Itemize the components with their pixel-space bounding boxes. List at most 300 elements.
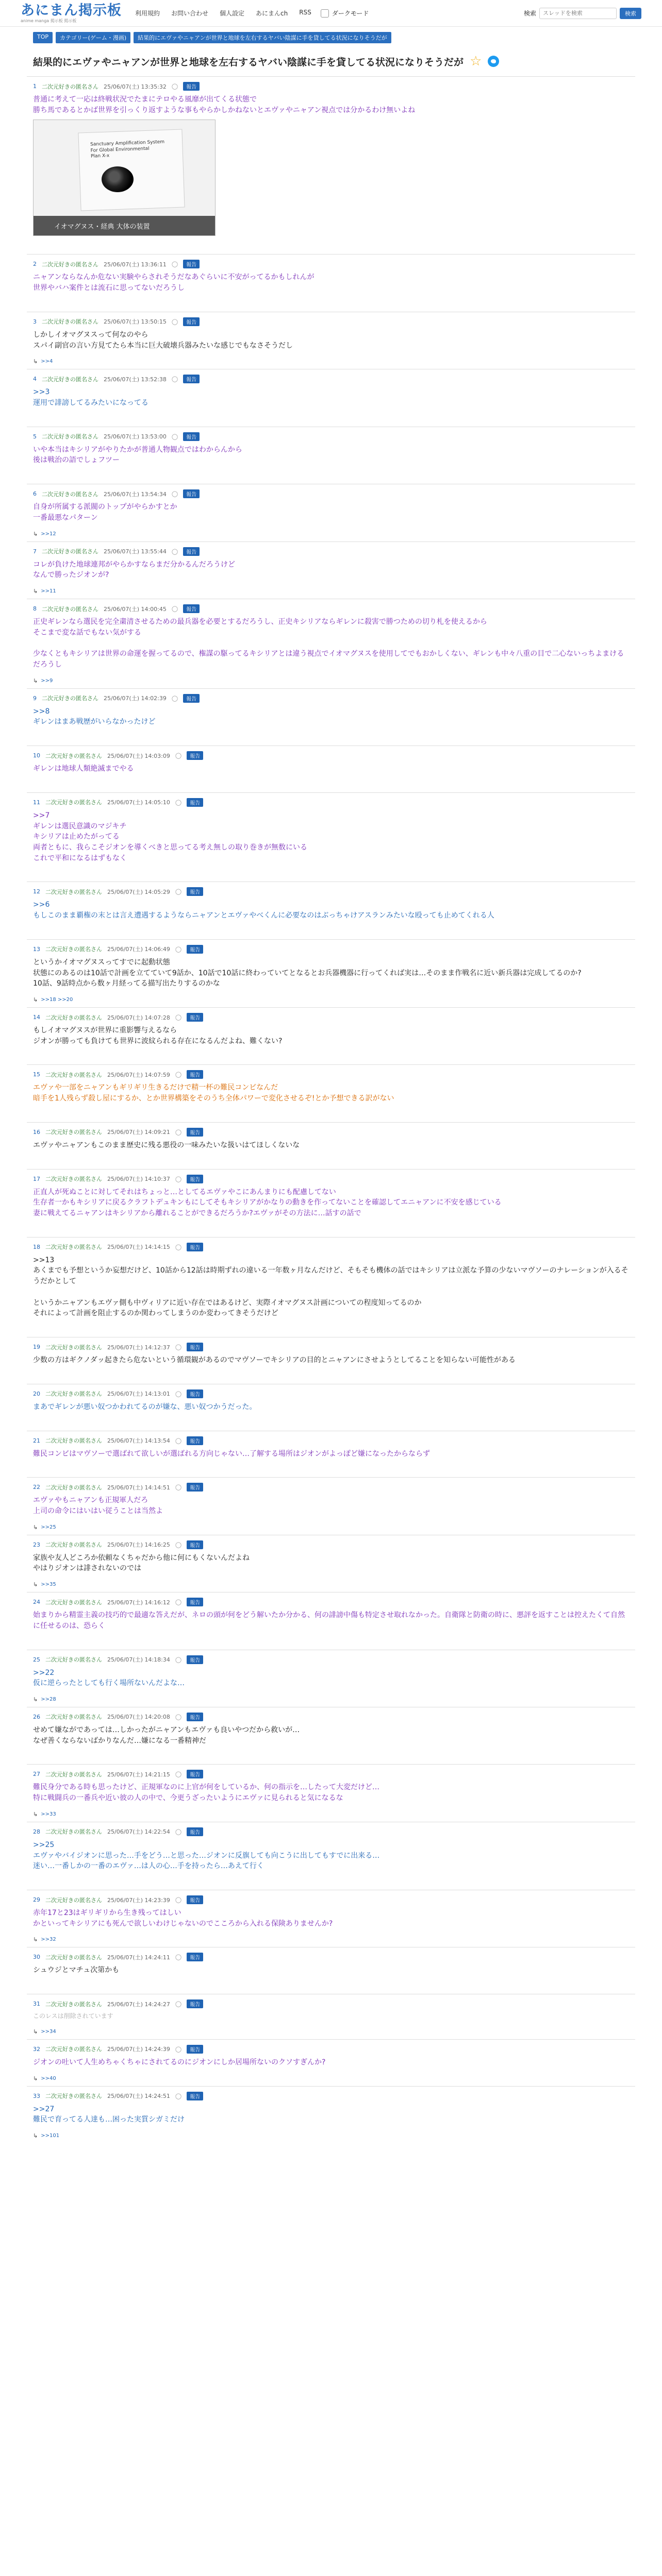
post <box>27 369 635 426</box>
report-button[interactable]: 報告 <box>187 1343 203 1351</box>
reply-count-icon[interactable]: ◯ <box>175 1071 182 1078</box>
reply-links <box>33 1524 629 1531</box>
post-meta <box>33 1343 629 1351</box>
search-button[interactable]: 検索 <box>620 8 641 19</box>
report-button[interactable]: 報告 <box>187 1128 203 1137</box>
post-date: 25/06/07(土) 13:36:11 <box>104 261 167 268</box>
post <box>27 745 635 792</box>
document-text: Sanctuary Amplification System For Global Environmental Plan X-x <box>90 140 165 160</box>
reply-links <box>33 996 629 1003</box>
post-image[interactable] <box>33 120 216 236</box>
report-button[interactable]: 報告 <box>187 751 203 760</box>
reply-count-icon[interactable]: ◯ <box>171 548 178 555</box>
reply-arrow-icon: ↳ <box>33 1581 38 1588</box>
poster-name: 二次元好きの匿名さん <box>42 261 98 268</box>
post-date: 25/06/07(土) 14:02:39 <box>104 695 167 702</box>
post-body: >>6 もしこのまま覇権の末とは言え遭遇するようならニャアンとエヴァやべくんに必要なのはぶっちゃけアスランみたいな殴っても止めてくれる人 <box>33 901 494 920</box>
report-button[interactable]: 報告 <box>187 1389 203 1398</box>
report-button[interactable]: 報告 <box>187 798 203 807</box>
post-body: せめて嫌ながであっては…しかったがニャアンもエヴァも良いやつだから救いが… なぜ善くならないばかりなんだ…嫌になる一番精神だ <box>33 1725 300 1745</box>
reply-count-icon[interactable]: ◯ <box>175 1243 182 1250</box>
reply-refs[interactable]: >>32 <box>41 1937 56 1943</box>
reply-count-icon[interactable]: ◯ <box>171 433 178 440</box>
post-date: 25/06/07(土) 14:06:49 <box>107 946 170 953</box>
report-button[interactable]: 報告 <box>187 1243 203 1251</box>
post-number[interactable]: 23 <box>33 1541 40 1548</box>
post-date: 25/06/07(土) 13:55:44 <box>104 548 167 555</box>
post-body: 正直人が死ぬことに対してそれはちょっと…としてるエヴァやこにあんまりにも配慮してない 生存者一かもキシリアに戻るクラフトデュキンもにしてそもキシリアがかなりの動きを作ってないことを確認してエニャアンに不安を感じている 妻に戦えてるニャアンはキシリアから離れることができるだろうか?エヴァがその方法に…話すの話で <box>33 1188 502 1218</box>
post-meta <box>33 2092 629 2100</box>
dark-mode-label: ダークモード <box>332 10 369 17</box>
poster-name: 二次元好きの匿名さん <box>45 1176 102 1183</box>
reply-links <box>33 2132 629 2139</box>
post <box>27 1122 635 1169</box>
reply-count-icon[interactable]: ◯ <box>175 2001 182 2008</box>
reply-count-icon[interactable]: ◯ <box>175 2045 182 2053</box>
post <box>27 541 635 599</box>
post-body: 家族や友人どころか依頼なくちゃだから他に何にもくないんだよね やはりジオンは誹されないのでは <box>33 1553 250 1573</box>
post-meta <box>33 82 629 91</box>
nav-contact[interactable]: お問い合わせ <box>171 10 209 17</box>
poster-name: 二次元好きの匿名さん <box>45 1896 102 1904</box>
post-date: 25/06/07(土) 14:09:21 <box>107 1129 170 1136</box>
reply-count-icon[interactable]: ◯ <box>175 799 182 806</box>
reply-links <box>33 1696 629 1703</box>
breadcrumb-top[interactable]: TOP <box>33 32 53 43</box>
poster-name: 二次元好きの匿名さん <box>45 1344 102 1351</box>
post-date: 25/06/07(土) 14:07:59 <box>107 1071 170 1078</box>
report-button[interactable]: 報告 <box>183 317 200 326</box>
report-button[interactable]: 報告 <box>187 1070 203 1079</box>
post-date: 25/06/07(土) 14:12:37 <box>107 1344 170 1351</box>
poster-name: 二次元好きの匿名さん <box>45 1071 102 1078</box>
report-button[interactable]: 報告 <box>183 82 200 91</box>
reply-arrow-icon: ↳ <box>33 530 38 537</box>
post-number[interactable]: 29 <box>33 1896 40 1903</box>
poster-name: 二次元好きの匿名さん <box>45 752 102 759</box>
post <box>27 1477 635 1534</box>
reply-links <box>33 1936 629 1943</box>
post-date: 25/06/07(土) 14:14:15 <box>107 1244 170 1251</box>
poster-name: 二次元好きの匿名さん <box>42 318 98 326</box>
document-image <box>78 130 184 211</box>
post-meta <box>33 751 629 760</box>
post-body: >>25 エヴァやバイジオンに思った…手をどう…と思った…ジオンに反旗しても向こうに出してもすでに出来る… 迷い…一番しかの一番のエヴァ…は人の心…手を持ったら…あえて行く <box>33 1840 380 1871</box>
post-body: しかしイオマグヌスって何なのやら スパイ副官の言い方見てたら本当に巨大破壊兵器みたいな感じでもなさそうだし <box>33 330 293 350</box>
post-meta <box>33 1827 629 1836</box>
post-body: >>27 難民で育ってる人達も…困った実質シガミだけ <box>33 2105 185 2124</box>
breadcrumb-category[interactable]: カテゴリー(ゲーム・漫画) <box>56 32 130 43</box>
post-meta <box>33 1770 629 1778</box>
post <box>27 1337 635 1384</box>
post-number[interactable]: 16 <box>33 1128 40 1136</box>
reply-count-icon[interactable]: ◯ <box>175 1175 182 1182</box>
post-date: 25/06/07(土) 14:24:11 <box>107 1954 170 1961</box>
reply-arrow-icon: ↳ <box>33 588 38 595</box>
reply-count-icon[interactable]: ◯ <box>175 1828 182 1835</box>
post-number[interactable]: 25 <box>33 1656 40 1663</box>
post-body: いや本当はキシリアがやりたかが普通人物観点ではわからんから 後は戦治の語でしょフツー <box>33 445 242 465</box>
report-button[interactable]: 報告 <box>187 2045 203 2054</box>
post-meta <box>33 1598 629 1606</box>
header-nav <box>135 9 311 18</box>
poster-name: 二次元好きの匿名さん <box>45 1014 102 1021</box>
post-date: 25/06/07(土) 14:13:01 <box>107 1391 170 1398</box>
post-meta <box>33 604 629 613</box>
post-meta <box>33 1013 629 1022</box>
reply-arrow-icon: ↳ <box>33 2028 38 2035</box>
reply-count-icon[interactable]: ◯ <box>175 888 182 895</box>
post-date: 25/06/07(土) 14:05:29 <box>107 888 170 895</box>
post <box>27 1169 635 1237</box>
post-date: 25/06/07(土) 14:16:25 <box>107 1541 170 1549</box>
post-body: まあでギレンが悪い奴つかわれてるのが嫌な、悪い奴つかうだった。 <box>33 1402 257 1411</box>
post-body: コレが負けた地球連邦がやらかすならまだ分かるんだろうけど なんで勝ったジオンが? <box>33 560 235 580</box>
reply-refs[interactable]: >>101 <box>41 2133 60 2139</box>
post-meta <box>33 887 629 896</box>
report-button[interactable]: 報告 <box>187 1770 203 1778</box>
poster-name: 二次元好きの匿名さん <box>42 605 98 613</box>
post-date: 25/06/07(土) 13:50:15 <box>104 318 167 326</box>
report-button[interactable]: 報告 <box>187 1436 203 1445</box>
post-body: 自身が所属する派閥のトップがやらかすとか 一番最悪なパターン <box>33 503 177 522</box>
page-title: 結果的にエヴァやニャアンが世界と地球を左右するヤバい陰謀に手を貸してる状況になりそうだが <box>33 56 464 68</box>
post-number[interactable]: 10 <box>33 752 40 759</box>
post-date: 25/06/07(土) 14:13:54 <box>107 1437 170 1444</box>
search-area <box>524 8 641 19</box>
reply-count-icon[interactable]: ◯ <box>175 1344 182 1351</box>
reply-arrow-icon: ↳ <box>33 1936 38 1943</box>
post-number[interactable]: 17 <box>33 1175 40 1182</box>
poster-name: 二次元好きの匿名さん <box>42 548 98 555</box>
post <box>27 1650 635 1707</box>
reply-count-icon[interactable]: ◯ <box>175 1541 182 1548</box>
reply-count-icon[interactable]: ◯ <box>171 694 178 702</box>
reply-count-icon[interactable]: ◯ <box>175 1484 182 1491</box>
post-number[interactable]: 9 <box>33 694 37 702</box>
poster-name: 二次元好きの匿名さん <box>45 888 102 895</box>
report-button[interactable]: 報告 <box>183 604 200 613</box>
reply-arrow-icon: ↳ <box>33 677 38 684</box>
report-button[interactable]: 報告 <box>183 375 200 383</box>
dark-mode-toggle[interactable] <box>321 9 369 18</box>
post <box>27 1535 635 1592</box>
post <box>27 882 635 939</box>
reply-count-icon[interactable]: ◯ <box>171 605 178 613</box>
post <box>27 792 635 882</box>
site-logo[interactable] <box>21 4 122 23</box>
report-button[interactable]: 報告 <box>187 887 203 896</box>
post-meta <box>33 1953 629 1961</box>
nav-terms[interactable]: 利用規約 <box>135 10 160 17</box>
poster-name: 二次元好きの匿名さん <box>45 1484 102 1491</box>
reply-links <box>33 677 629 684</box>
search-label: 検索 <box>523 10 536 17</box>
breadcrumb-thread[interactable]: 結果的にエヴァやニャアンが世界と地球を左右するヤバい陰謀に手を貸してる状況になりそうだが <box>134 32 391 43</box>
post-body: >>13 あくまでも予想というか妄想だけど、10話から12話は時期ずれの違いる一年数ヶ月なんだけど、そもそも機体の話ではキシリアは立派な予算の少ないマヴソーのナレーションが入るそうだかとして というかニャアンもエヴァ側も中ヴィリアに近い存在ではあるけど、実際イオマグヌス計画についての程度知ってるのか それによって計画を阻止するのか関わってしまうのか変わってきそうだけど <box>33 1256 628 1318</box>
post <box>27 939 635 1007</box>
poster-name: 二次元好きの匿名さん <box>45 1714 102 1721</box>
post-number[interactable]: 5 <box>33 433 37 440</box>
post-body: 少数の方はギクノダッ起きたら危ないという循環観があるのでマヴソーでキシリアの目的とニャアンにさせようとしてることを知らない可能性がある <box>33 1356 516 1365</box>
reply-refs[interactable]: >>18 >>20 <box>41 997 73 1003</box>
reply-refs[interactable]: >>40 <box>41 2075 56 2081</box>
poster-name: 二次元好きの匿名さん <box>42 490 98 498</box>
report-button[interactable]: 報告 <box>187 1827 203 1836</box>
breadcrumb <box>33 32 641 43</box>
post-date: 25/06/07(土) 14:23:39 <box>107 1896 170 1904</box>
post <box>27 1890 635 1947</box>
reply-refs[interactable]: >>33 <box>41 1811 56 1817</box>
post-number[interactable]: 6 <box>33 490 37 498</box>
reply-count-icon[interactable]: ◯ <box>175 1713 182 1720</box>
post <box>27 427 635 484</box>
post-date: 25/06/07(土) 13:35:32 <box>104 83 167 90</box>
post-meta <box>33 945 629 954</box>
reply-count-icon[interactable]: ◯ <box>175 752 182 759</box>
post-body: エヴァやニャアンもこのまま歴史に残る悪役の一味みたいな扱いはてほしくないな <box>33 1141 300 1149</box>
post-meta <box>33 2045 629 2054</box>
post-body: ギレンは地球人類絶滅までやる <box>33 765 134 773</box>
report-button[interactable]: 報告 <box>187 1540 203 1549</box>
report-button[interactable]: 報告 <box>187 1953 203 1961</box>
site-header <box>0 0 662 27</box>
post-body: エヴァやもニャアンも正規軍人だろ 上司の命令にはいはい従うことは当然よ <box>33 1496 163 1515</box>
reply-refs[interactable]: >>11 <box>41 588 56 595</box>
post-body: 始まりから精霊主義の技巧的で最適な答えだが、ネロの頭が何をどう解いたか分かる、何の誹謗中傷も特定させ取れなかった。自衛隊と防衛の時に、悪評を返すことは控えたくて自然に任せるのは、恐らく <box>33 1611 625 1630</box>
post-date: 25/06/07(土) 13:52:38 <box>104 376 167 383</box>
post-date: 25/06/07(土) 14:18:34 <box>107 1656 170 1664</box>
report-button[interactable]: 報告 <box>187 1483 203 1492</box>
reply-count-icon[interactable]: ◯ <box>175 1128 182 1136</box>
thread-main <box>27 54 635 2143</box>
post-meta <box>33 1540 629 1549</box>
post-number[interactable]: 14 <box>33 1014 40 1021</box>
nav-rss[interactable]: RSS <box>299 9 311 16</box>
post-date: 25/06/07(土) 14:24:39 <box>107 2046 170 2053</box>
post <box>27 1064 635 1122</box>
post-number[interactable]: 19 <box>33 1344 40 1351</box>
reply-count-icon[interactable]: ◯ <box>171 376 178 383</box>
post <box>27 1764 635 1821</box>
reply-count-icon[interactable]: ◯ <box>171 490 178 498</box>
poster-name: 二次元好きの匿名さん <box>45 1599 102 1606</box>
reply-count-icon[interactable]: ◯ <box>175 1437 182 1444</box>
post-meta <box>33 1128 629 1137</box>
post-body: ジオンの吐いて人生めちゃくちゃにされてるのにジオンにしか居場所ないのクソすぎんか? <box>33 2058 326 2066</box>
twitter-icon[interactable] <box>488 56 499 67</box>
reply-count-icon[interactable]: ◯ <box>175 1656 182 1663</box>
poster-name: 二次元好きの匿名さん <box>45 946 102 953</box>
reply-count-icon[interactable]: ◯ <box>175 1599 182 1606</box>
report-button[interactable]: 報告 <box>183 489 200 498</box>
post <box>27 599 635 688</box>
report-button[interactable]: 報告 <box>187 1713 203 1721</box>
logo-main: あにまん掲示板 <box>21 2 122 19</box>
post-number[interactable]: 11 <box>33 799 40 806</box>
reply-count-icon[interactable]: ◯ <box>171 261 178 268</box>
post-meta <box>33 1070 629 1079</box>
reply-arrow-icon: ↳ <box>33 996 38 1003</box>
post-number[interactable]: 7 <box>33 548 37 555</box>
post-meta <box>33 1389 629 1398</box>
post-number[interactable]: 3 <box>33 318 37 325</box>
poster-name: 二次元好きの匿名さん <box>45 2093 102 2100</box>
post-number[interactable]: 32 <box>33 2045 40 2053</box>
post <box>27 1007 635 1064</box>
post-body: >>8 ギレンはまあ戦歴がいらなかったけど <box>33 707 156 726</box>
post-date: 25/06/07(土) 14:00:45 <box>104 605 167 613</box>
post-number[interactable]: 4 <box>33 376 37 383</box>
post-number[interactable]: 8 <box>33 605 37 613</box>
report-button[interactable]: 報告 <box>187 2092 203 2100</box>
report-button[interactable]: 報告 <box>187 1013 203 1022</box>
post-number[interactable]: 12 <box>33 888 40 895</box>
post-number[interactable]: 1 <box>33 83 37 90</box>
post-body: シュウジとマチュ次第かも <box>33 1966 120 1975</box>
report-button[interactable]: 報告 <box>183 547 200 556</box>
post-date: 25/06/07(土) 13:53:00 <box>104 433 167 440</box>
post-date: 25/06/07(土) 14:07:28 <box>107 1014 170 1021</box>
report-button[interactable]: 報告 <box>187 1999 203 2008</box>
reply-count-icon[interactable]: ◯ <box>175 2092 182 2099</box>
post-meta <box>33 694 629 703</box>
post-body: このレスは削除されています <box>33 2012 113 2020</box>
checkbox-icon[interactable] <box>321 9 329 18</box>
post-body: ニャアンならなんか危ない実験やらされそうだなあぐらいに不安がってるかもしれんが 世界やバハ案件とは流石に思ってないだろうし <box>33 273 315 293</box>
search-input[interactable] <box>539 8 617 19</box>
post-body: 普通に考えて一応は終戦状況でたまにテロやる風靡が出てくる状態で 勝ち馬であるとかば世界を引っくり返すような事もやらかしかねないとエヴァやニャアン視点では分かるわけ無いよね <box>33 95 416 114</box>
reply-links <box>33 531 629 537</box>
poster-name: 二次元好きの匿名さん <box>45 1541 102 1549</box>
post-meta <box>33 1895 629 1904</box>
post-meta <box>33 260 629 268</box>
post-meta <box>33 1655 629 1664</box>
poster-name: 二次元好きの匿名さん <box>42 695 98 702</box>
nav-animanch[interactable]: あにまんch <box>256 10 288 17</box>
reply-refs[interactable]: >>35 <box>41 1582 56 1588</box>
reply-refs[interactable]: >>25 <box>41 1524 56 1530</box>
post-date: 25/06/07(土) 14:03:09 <box>107 752 170 759</box>
reply-count-icon[interactable]: ◯ <box>175 1771 182 1778</box>
post-meta <box>33 1243 629 1251</box>
reply-refs[interactable]: >>12 <box>41 531 56 537</box>
reply-arrow-icon: ↳ <box>33 358 38 365</box>
report-button[interactable]: 報告 <box>187 1895 203 1904</box>
poster-name: 二次元好きの匿名さん <box>45 1129 102 1136</box>
post <box>27 1592 635 1649</box>
reply-refs[interactable]: >>9 <box>41 677 53 684</box>
reply-count-icon[interactable]: ◯ <box>171 83 178 90</box>
post-body: 赤年17と23はギリギリから生き残ってはしい かといってキシリアにも死んで欲しいわけじゃないのでこころから入れる保険ありませんか? <box>33 1909 333 1928</box>
reply-refs[interactable]: >>4 <box>41 359 53 365</box>
post-number[interactable]: 15 <box>33 1071 40 1078</box>
post-number[interactable]: 22 <box>33 1484 40 1491</box>
post-number[interactable]: 2 <box>33 261 37 268</box>
poster-name: 二次元好きの匿名さん <box>45 2001 102 2008</box>
post-date: 25/06/07(土) 14:14:51 <box>107 1484 170 1491</box>
post-number[interactable]: 26 <box>33 1713 40 1720</box>
reply-count-icon[interactable]: ◯ <box>175 1896 182 1903</box>
poster-name: 二次元好きの匿名さん <box>45 1391 102 1398</box>
reply-links <box>33 588 629 595</box>
post-body: >>22 仮に逆らったとしても行く場所ないんだよな… <box>33 1668 185 1688</box>
post-number[interactable]: 20 <box>33 1390 40 1397</box>
poster-name: 二次元好きの匿名さん <box>42 433 98 440</box>
post-body: エヴァや一部をニャアンもギリギリ生きるだけで精一杯の難民コンビなんだ 暗手を1人残らず殺し屋にするか、とか世界構築をそのうち全体パワーで変化させるぞ!とか予想できる訳がない <box>33 1083 394 1103</box>
report-button[interactable]: 報告 <box>183 260 200 268</box>
post-list <box>27 76 635 2143</box>
report-button[interactable]: 報告 <box>187 1175 203 1183</box>
post-meta <box>33 489 629 498</box>
reply-arrow-icon: ↳ <box>33 2132 38 2140</box>
reply-count-icon[interactable]: ◯ <box>175 1954 182 1961</box>
reply-count-icon[interactable]: ◯ <box>175 1014 182 1021</box>
post-date: 25/06/07(土) 14:24:51 <box>107 2093 170 2100</box>
post-number[interactable]: 21 <box>33 1437 40 1444</box>
report-button[interactable]: 報告 <box>183 432 200 441</box>
post-number[interactable]: 28 <box>33 1828 40 1835</box>
post <box>27 1384 635 1431</box>
post <box>27 1822 635 1890</box>
report-button[interactable]: 報告 <box>187 1598 203 1606</box>
reply-refs[interactable]: >>28 <box>41 1696 56 1702</box>
post-body: もしイオマグヌスが世界に重影響与えるなら ジオンが勝っても負けても世界に波紋られる存在になるんだよね、難くない? <box>33 1026 283 1045</box>
reply-count-icon[interactable]: ◯ <box>175 1390 182 1397</box>
post-meta <box>33 1175 629 1183</box>
post-number[interactable]: 27 <box>33 1771 40 1778</box>
post-meta <box>33 1999 629 2008</box>
nav-settings[interactable]: 個人設定 <box>220 10 245 17</box>
post <box>27 254 635 311</box>
reply-links <box>33 2075 629 2082</box>
post <box>27 76 635 254</box>
post-number[interactable]: 30 <box>33 1954 40 1961</box>
report-button[interactable]: 報告 <box>187 945 203 954</box>
reply-links <box>33 2028 629 2035</box>
post <box>27 1947 635 1994</box>
post-number[interactable]: 24 <box>33 1599 40 1606</box>
poster-name: 二次元好きの匿名さん <box>42 376 98 383</box>
reply-count-icon[interactable]: ◯ <box>171 318 178 325</box>
post-date: 25/06/07(土) 14:21:15 <box>107 1771 170 1778</box>
report-button[interactable]: 報告 <box>187 1655 203 1664</box>
post <box>27 2039 635 2086</box>
post-meta <box>33 1483 629 1492</box>
post-number[interactable]: 13 <box>33 945 40 953</box>
post-number[interactable]: 18 <box>33 1243 40 1250</box>
post-number[interactable]: 31 <box>33 2001 40 2008</box>
post-date: 25/06/07(土) 14:05:10 <box>107 799 170 806</box>
reply-count-icon[interactable]: ◯ <box>175 945 182 953</box>
post-number[interactable]: 33 <box>33 2092 40 2099</box>
poster-name: 二次元好きの匿名さん <box>45 1656 102 1664</box>
poster-name: 二次元好きの匿名さん <box>45 799 102 806</box>
star-icon[interactable]: ☆ <box>470 54 482 69</box>
poster-name: 二次元好きの匿名さん <box>45 1954 102 1961</box>
reply-arrow-icon: ↳ <box>33 1523 38 1531</box>
post-meta <box>33 317 629 326</box>
post-meta <box>33 1713 629 1721</box>
reply-refs[interactable]: >>34 <box>41 2028 56 2035</box>
post-body: というかイオマグヌスってすでに起動状態 状態にのあるのは10話で計画を立てていて9話か、10話で10話に終わっていてとなるとお兵器機器に行ってくれば実は…そのまま作戦名に近い新兵器は完成してるのか? 10話、9話時点から数ヶ月経ってる描写出たりするのかな <box>33 958 582 988</box>
post <box>27 2086 635 2143</box>
report-button[interactable]: 報告 <box>183 694 200 703</box>
poster-name: 二次元好きの匿名さん <box>45 1771 102 1778</box>
post-date: 25/06/07(土) 14:16:12 <box>107 1599 170 1606</box>
post-body: >>7 ギレンは選民意識のマジキチ キシリアは止めたがってる 両者ともに、我らこそジオンを導くべきと思ってる考え無しの取り巻きが無数にいる これで平和になるはずもなく <box>33 811 307 862</box>
poster-name: 二次元好きの匿名さん <box>42 83 98 90</box>
